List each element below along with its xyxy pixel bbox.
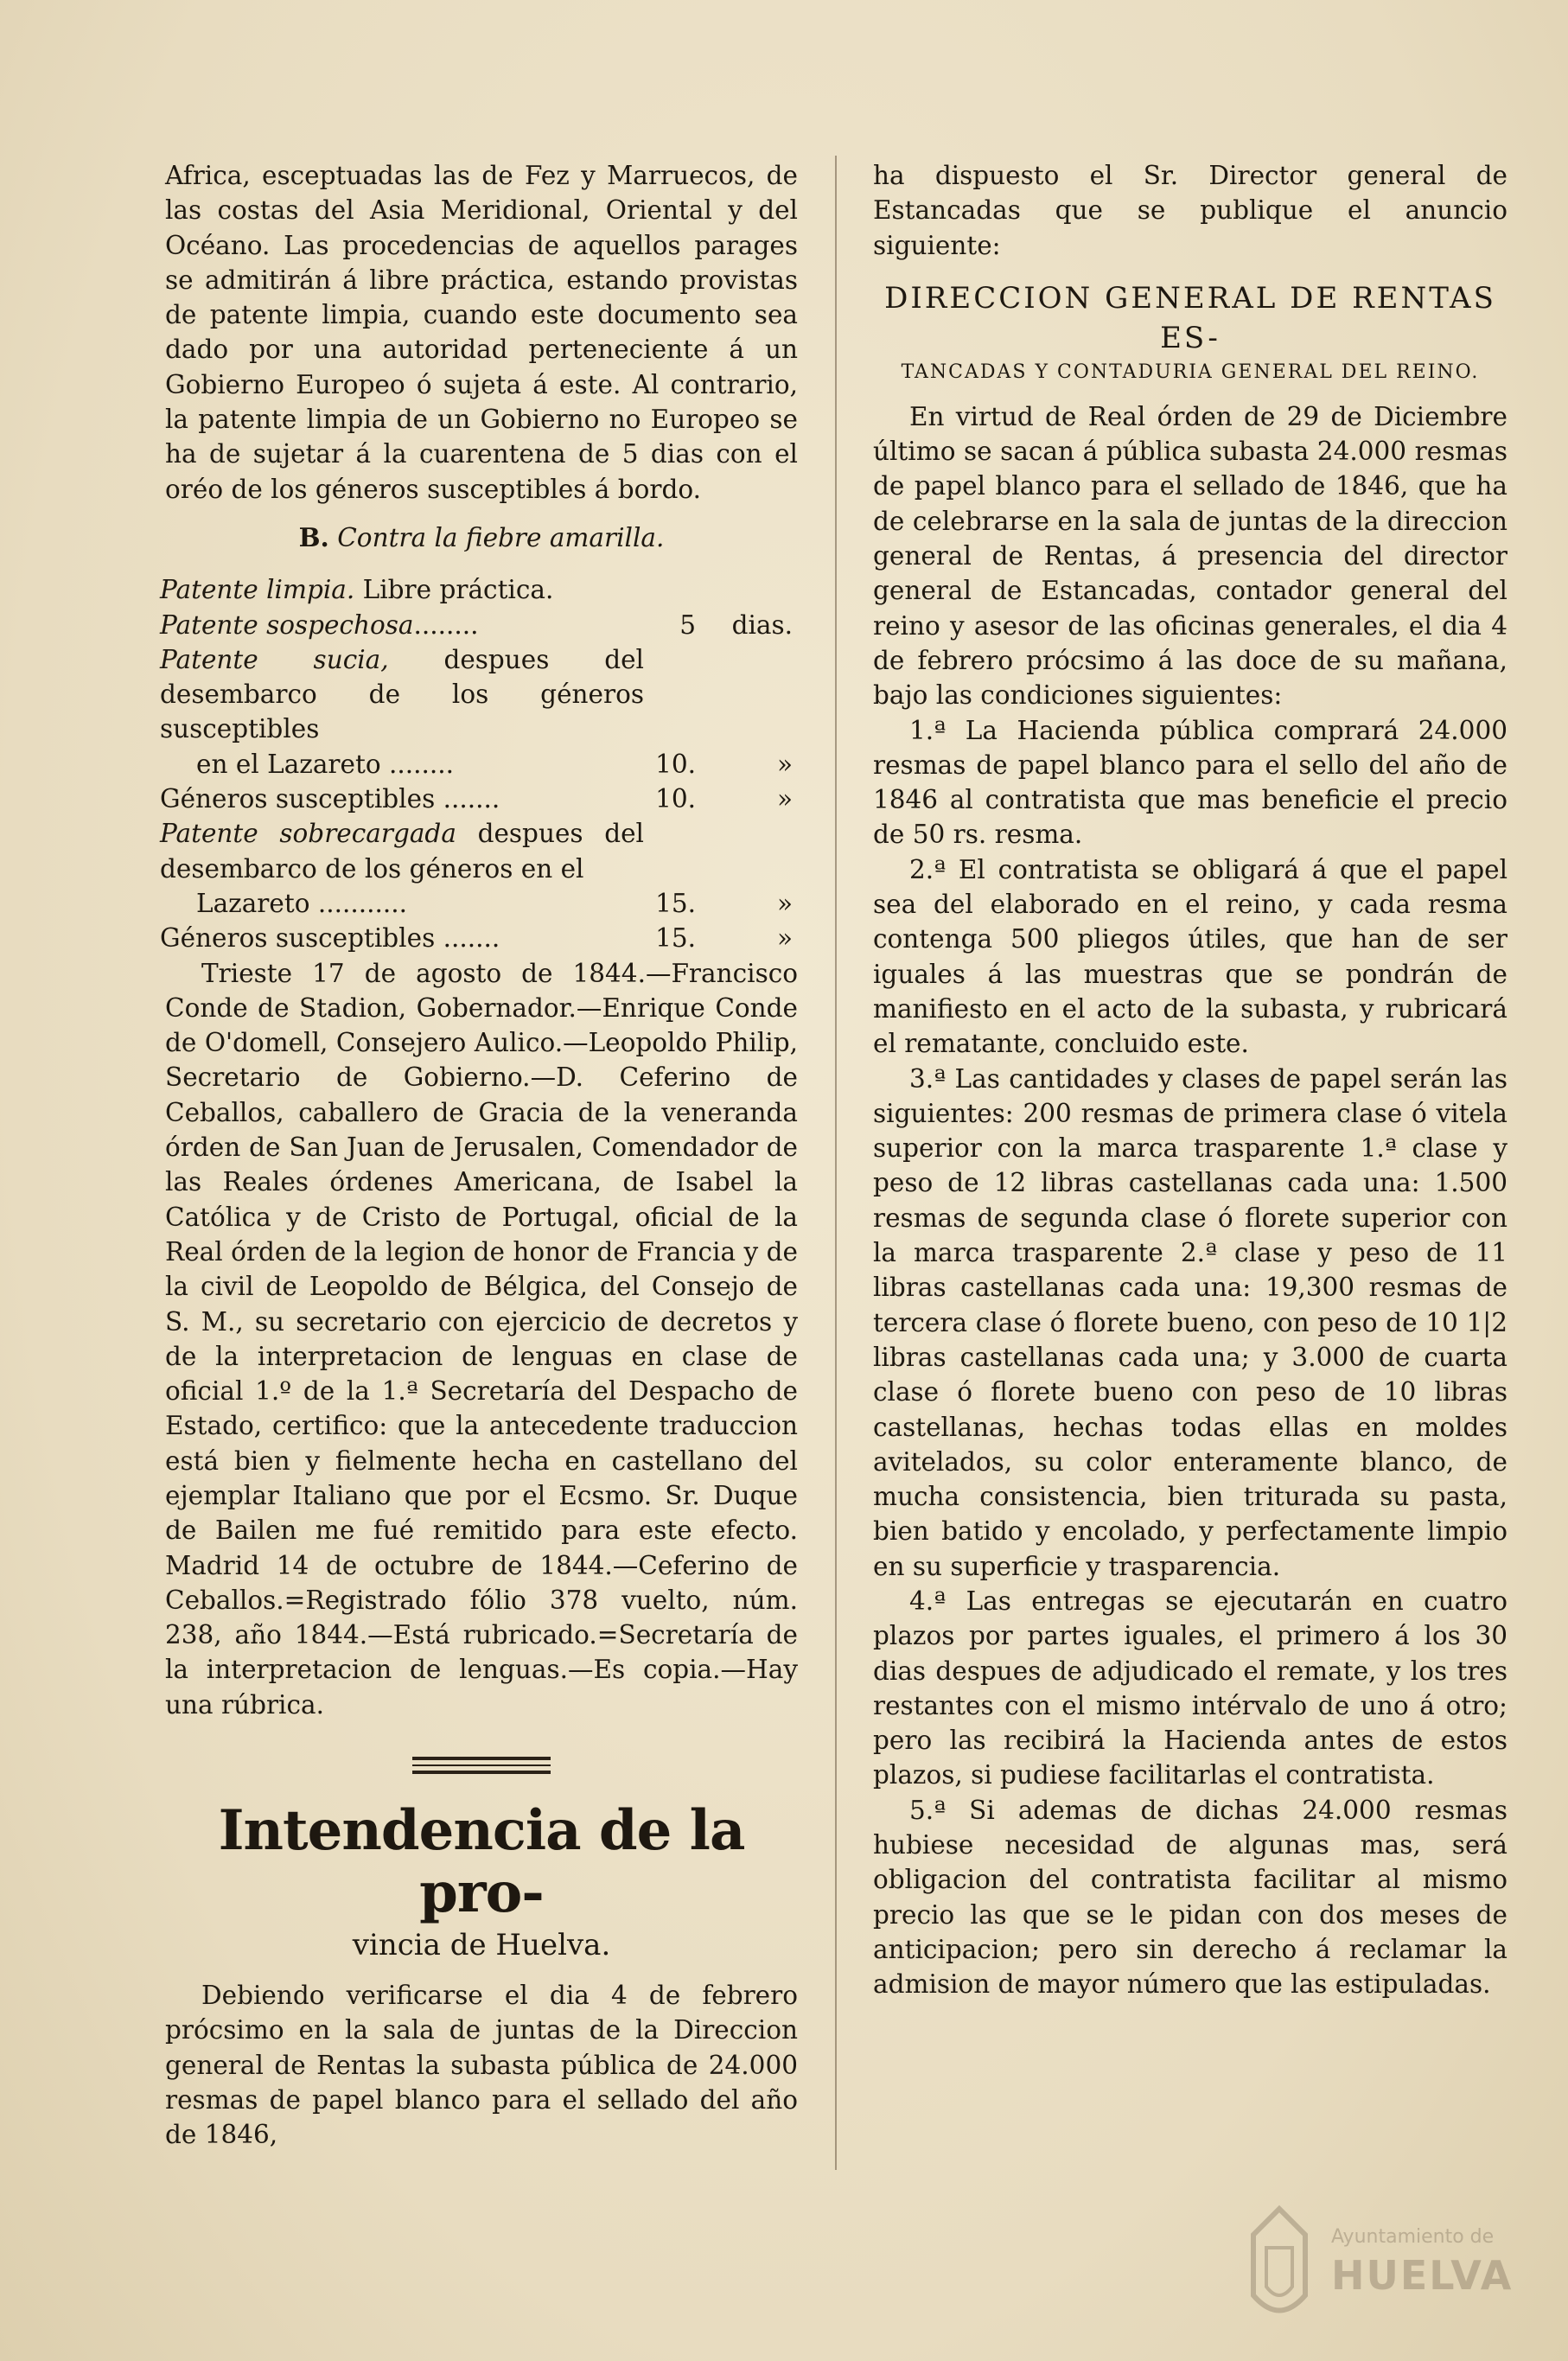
yellow-fever-subheading (165, 520, 798, 555)
quarantine-row (160, 816, 793, 921)
right-intro-paragraph: ha dispuesto el Sr. Director general de Estancadas que se publique el anuncio siguiente: (873, 161, 1507, 260)
quarantine-row (160, 782, 793, 816)
quarantine-unit: » (776, 749, 793, 779)
quarantine-label-rest: despues del desembarco de los géneros en el (160, 819, 644, 884)
quarantine-days: 5 (679, 609, 696, 640)
right-paragraph-1: En virtud de Real órden de 29 de Diciembre último se sacan á pública subasta 24.000 resmas de papel blanco para el sellado de 1846, que ha de celebrarse en la sala de juntas de la direccion general de Rentas, á presencia del director general de Estancadas, contador general del reino y asesor de las oficinas generales, el dia 4 de febrero prócsimo á las doce de su mañana, bajo las condiciones siguientes: (873, 401, 1507, 711)
subheading-text: Contra la fiebre amarilla. (337, 522, 665, 552)
left-intro-paragraph: Africa, esceptuadas las de Fez y Marruecos, de las costas del Asia Meridional, Oriental y del Océano. Las procedencias de aquellos parages se admitirán á libre práctica, estando provistas de patente limpia, cuando este documento sea dado por una autoridad perteneciente á un Gobierno Europeo ó sujeta á este. Al contrario, la patente limpia de un Gobierno no Europeo se ha de sujetar á la cuarentena de 5 dias con el oréo de los géneros susceptibles á bordo. (165, 161, 798, 504)
quarantine-label (160, 572, 644, 607)
quarantine-unit: » (776, 923, 793, 954)
quarantine-row (160, 921, 793, 955)
huelva-watermark-logo (1236, 2200, 1521, 2330)
condition-3: 3.ª Las cantidades y clases de papel serán las siguientes: 200 resmas de primera clase ó vitela superior con la marca trasparente 1.ª clase y peso de 12 libras castellanas cada una: 1.500 resmas de segunda clase ó florete superior con la marca trasparente 2.ª clase y peso de 11 libras castellanas cada una: 19,300 resmas de tercera clase ó florete bueno, con peso de 10 1|2 libras castellanas cada una; y 3.000 de cuarta clase ó florete bueno con peso de 10 libras castellanas, hechas todas ellas en moldes avitelados, su color enteramente blanco, de mucha consistencia, bien triturada su pasta, bien batido y encolado, y perfectamente limpio en su superficie y trasparencia. (873, 1063, 1507, 1581)
subheading-letter: B. (298, 521, 329, 552)
rule-thick-2 (412, 1771, 551, 1774)
quarantine-label-rest: Libre práctica. (354, 575, 554, 605)
quarantine-label-italic: Patente sucia, (160, 644, 389, 674)
quarantine-label (160, 921, 644, 955)
quarantine-label (160, 642, 644, 782)
quarantine-unit: » (776, 888, 793, 918)
section-rule (412, 1757, 551, 1774)
quarantine-days: 10. (655, 784, 696, 814)
quarantine-days: 15. (655, 888, 696, 918)
quarantine-days: 10. (655, 749, 696, 779)
right-column (873, 158, 1507, 2002)
direccion-subheading: TANCADAS Y CONTADURIA GENERAL DEL REINO. (901, 361, 1480, 383)
quarantine-row (160, 608, 793, 642)
quarantine-row (160, 572, 793, 607)
quarantine-unit: dias. (731, 609, 793, 640)
quarantine-row (160, 642, 793, 782)
quarantine-label-continuation: en el Lazareto ........ (196, 749, 454, 779)
quarantine-label-rest: Géneros susceptibles ....... (160, 923, 500, 954)
crest-icon (1236, 2200, 1323, 2330)
left-final-paragraph: Debiendo verificarse el dia 4 de febrero prócsimo en la sala de juntas de la Direccion general de Rentas la subasta pública de 24.000 resmas de papel blanco para el sellado del año de 1846, (165, 1981, 798, 2150)
direccion-heading: DIRECCION GENERAL DE RENTAS ES- (884, 280, 1496, 355)
quarantine-label-rest: Géneros susceptibles ....... (160, 784, 500, 814)
quarantine-label-italic: Patente sospechosa (160, 609, 414, 640)
quarantine-days (644, 572, 696, 607)
quarantine-label-italic: Patente limpia. (160, 575, 355, 605)
watermark-line-1: Ayuntamiento de (1331, 2226, 1495, 2248)
condition-5: 5.ª Si ademas de dichas 24.000 resmas hubiese necesidad de algunas mas, será obligacion del contratista facilitar al mismo precio las que se le pidan con dos meses de anticipacion; pero sin derecho á reclamar la admision de mayor número que las estipuladas. (873, 1795, 1507, 2000)
quarantine-label-rest: despues del desembarco de los géneros susceptibles (160, 644, 644, 744)
quarantine-unit: » (776, 784, 793, 814)
condition-4: 4.ª Las entregas se ejecutarán en cuatro plazos por partes iguales, el primero á los 30 dias despues de adjudicado el remate, y los tres restantes con el mismo intérvalo de uno á otro; pero las recibirá la Hacienda antes de estos plazos, si pudiese facilitarlas el contratista. (873, 1586, 1507, 1790)
quarantine-label (160, 608, 644, 642)
quarantine-label (160, 816, 644, 921)
closing-certification: Trieste 17 de agosto de 1844.—Francisco Conde de Stadion, Gobernador.—Enrique Conde de O'domell, Consejero Aulico.—Leopoldo Philip, Secretario de Gobierno.—D. Ceferino de Ceballos, caballero de Gracia de la veneranda órden de San Juan de Jerusalen, Comendador de las Reales órdenes Americana, de Isabel la Católica y de Cristo de Portugal, oficial de la Real órden de la legion de honor de Francia y de la civil de Leopoldo de Bélgica, del Consejo de S. M., su secretario con ejercicio de decretos y de la interpretacion de lenguas en clase de oficial 1.º de la 1.ª Secretaría del Despacho de Estado, certifico: que la antecedente traduccion está bien y fielmente hecha en castellano del ejemplar Italiano que por el Ecsmo. Sr. Duque de Bailen me fué remitido para este efecto. Madrid 14 de octubre de 1844.—Ceferino de Ceballos.=Registrado fólio 378 vuelto, núm. 238, año 1844.—Está rubricado.=Secretaría de la interpretacion de lenguas.—Es copia.—Hay una rúbrica. (165, 958, 798, 1720)
quarantine-label (160, 782, 644, 816)
quarantine-label-italic: Patente sobrecargada (160, 819, 456, 849)
intendencia-subtitle: vincia de Huelva. (352, 1928, 611, 1963)
rule-thin (412, 1764, 551, 1766)
watermark-line-2: HUELVA (1331, 2252, 1514, 2299)
condition-1: 1.ª La Hacienda pública comprará 24.000 resmas de papel blanco para el sello del año de 1846 al contratista que mas beneficie el precio de 50 rs. resma. (873, 715, 1507, 850)
rule-thick (412, 1757, 551, 1760)
left-column (160, 158, 798, 2153)
quarantine-days: 15. (655, 923, 696, 954)
column-divider (835, 156, 837, 2170)
quarantine-label-rest: ........ (413, 609, 479, 640)
quarantine-table (160, 572, 793, 955)
intendencia-title: Intendencia de la pro- (218, 1798, 745, 1926)
condition-2: 2.ª El contratista se obligará á que el papel sea del elaborado en el reino, y cada resma contenga 500 pliegos útiles, que han de ser iguales á las muestras que se pondrán de manifiesto en el acto de la subasta, y rubricará el rematante, concluido este. (873, 854, 1507, 1059)
quarantine-label-continuation: Lazareto ........... (196, 888, 408, 918)
quarantine-unit (696, 572, 793, 607)
